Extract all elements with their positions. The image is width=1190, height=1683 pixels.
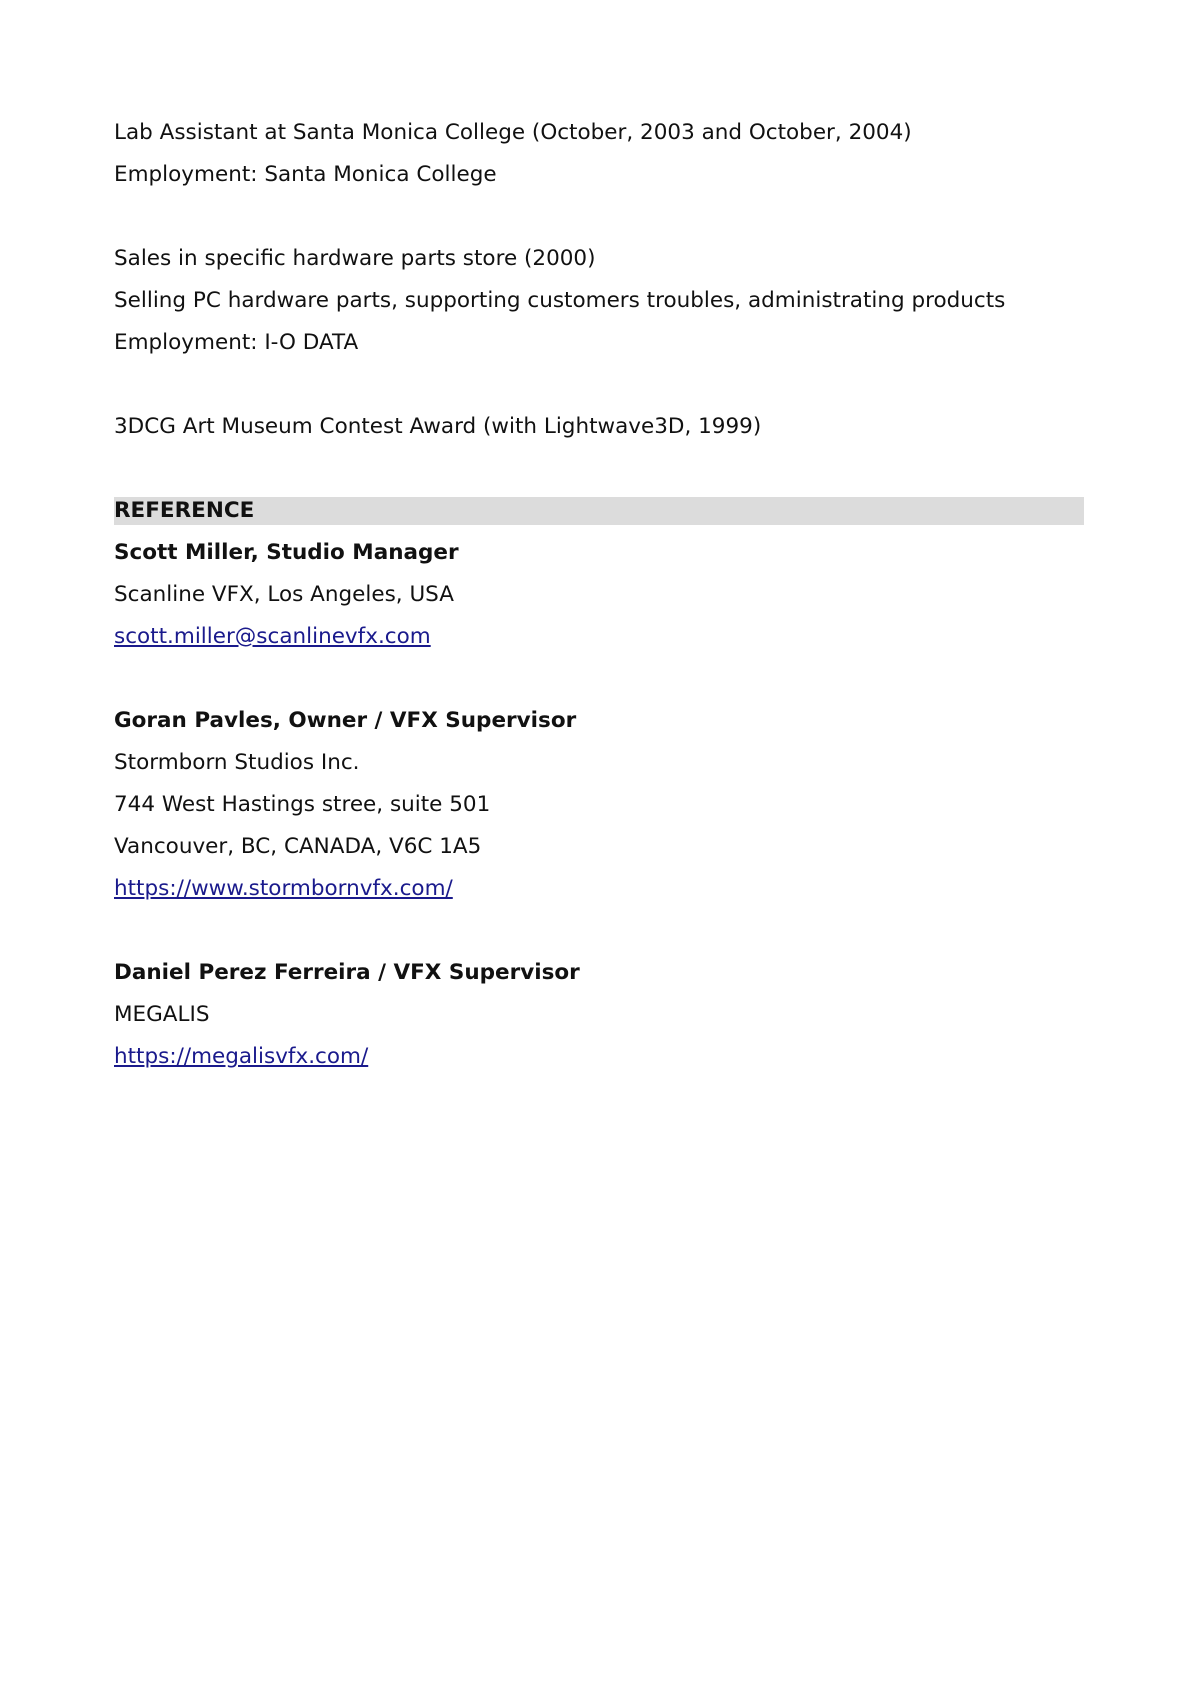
job-employer-io-data: Employment: I-O DATA <box>114 330 359 355</box>
reference-address-city: Vancouver, BC, CANADA, V6C 1A5 <box>114 834 482 859</box>
reference-section-header: REFERENCE <box>114 497 1084 525</box>
job-employer-santa-monica: Employment: Santa Monica College <box>114 162 497 187</box>
reference-name-daniel-perez: Daniel Perez Ferreira / VFX Supervisor <box>114 960 580 985</box>
reference-name-goran-pavles: Goran Pavles, Owner / VFX Supervisor <box>114 708 577 733</box>
reference-address-street: 744 West Hastings stree, suite 501 <box>114 792 491 817</box>
reference-website-link-megalis[interactable]: https://megalisvfx.com/ <box>114 1044 369 1069</box>
resume-page <box>114 112 1084 1078</box>
reference-name-scott-miller: Scott Miller, Studio Manager <box>114 540 459 565</box>
job-title-sales: Sales in specific hardware parts store (2000) <box>114 246 596 271</box>
reference-website-link-stormborn[interactable]: https://www.stormbornvfx.com/ <box>114 876 453 901</box>
reference-email-link-scott-miller[interactable]: scott.miller@scanlinevfx.com <box>114 624 431 649</box>
job-description-sales: Selling PC hardware parts, supporting customers troubles, administrating products <box>114 288 1006 313</box>
reference-company-stormborn: Stormborn Studios Inc. <box>114 750 360 775</box>
reference-company-megalis: MEGALIS <box>114 1002 210 1027</box>
reference-company-scanline: Scanline VFX, Los Angeles, USA <box>114 582 454 607</box>
award-line: 3DCG Art Museum Contest Award (with Lightwave3D, 1999) <box>114 414 762 439</box>
job-title-lab-assistant: Lab Assistant at Santa Monica College (October, 2003 and October, 2004) <box>114 120 912 145</box>
